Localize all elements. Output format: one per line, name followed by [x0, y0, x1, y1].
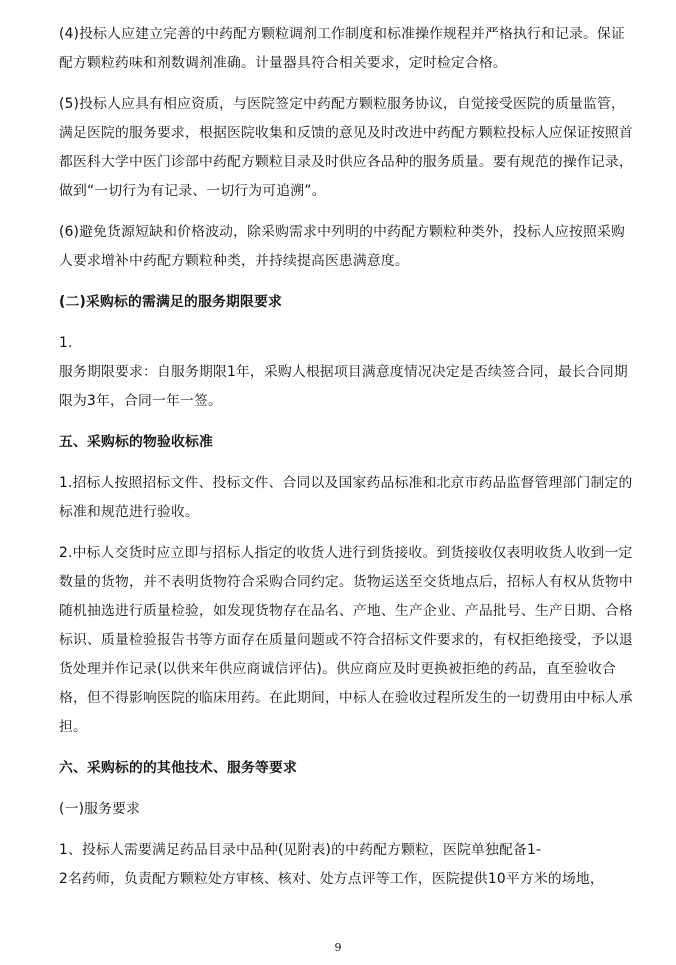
paragraph-item-6: (6)避免货源短缺和价格波动，除采购需求中列明的中药配方颗粒种类外，投标人应按照采购人要求增补中药配方颗粒种类，并持续提高医患满意度。	[59, 224, 626, 269]
section-heading-other-requirements: 六、采购标的的其他技术、服务等要求	[59, 760, 297, 776]
subheading-service-requirements: (一)服务要求	[59, 801, 141, 817]
paragraph-item-4: (4)投标人应建立完善的中药配方颗粒调剂工作制度和标准操作规程并严格执行和记录。保证配方颗粒药味和剂数调剂准确。计量器具符合相关要求，定时检定合格。	[59, 26, 626, 71]
list-number-1: 1.	[59, 335, 73, 351]
document-body	[59, 20, 639, 894]
page-number: 9	[334, 941, 342, 954]
paragraph-item-5: (5)投标人应具有相应资质，与医院签定中药配方颗粒服务协议，自觉接受医院的质量监管，满足医院的服务要求，根据医院收集和反馈的意见及时改进中药配方颗粒投标人应保证按照首都医科大学中医门诊部中药配方颗粒目录及时供应各品种的服务质量。要有规范的操作记录，做到“一切行为有记录、一切行为可追溯”。	[59, 96, 633, 199]
paragraph-acceptance-1: 1.招标人按照招标文件、投标文件、合同以及国家药品标准和北京市药品监督管理部门制定的标准和规范进行验收。	[59, 475, 633, 520]
paragraph-service-period: 服务期限要求：自服务期限1年，采购人根据项目满意度情况决定是否续签合同，最长合同期限为3年，合同一年一签。	[59, 364, 628, 409]
section-heading-service-period: (二)采购标的需满足的服务期限要求	[59, 294, 282, 310]
paragraph-acceptance-2: 2.中标人交货时应立即与招标人指定的收货人进行到货接收。到货接收仅表明收货人收到一定数量的货物，并不表明货物符合采购合同约定。货物运送至交货地点后，招标人有权从货物中随机抽选进行质量检验，如发现货物存在品名、产地、生产企业、产品批号、生产日期、合格标识、质量检验报告书等方面存在质量问题或不符合招标文件要求的，有权拒绝接受，予以退货处理并作记录(以供来年供应商诚信评估)。供应商应及时更换被拒绝的药品，直至验收合格，但不得影响医院的临床用药。在此期间，中标人在验收过程所发生的一切费用由中标人承担。	[59, 545, 633, 735]
section-heading-acceptance-standard: 五、采购标的物验收标准	[59, 434, 213, 450]
paragraph-service-1-line1: 1、投标人需要满足药品目录中品种(见附表)的中药配方颗粒，医院单独配备1-	[59, 842, 542, 858]
paragraph-service-1-line2: 2名药师，负责配方颗粒处方审核、核对、处方点评等工作，医院提供10平方米的场地，	[59, 871, 604, 887]
